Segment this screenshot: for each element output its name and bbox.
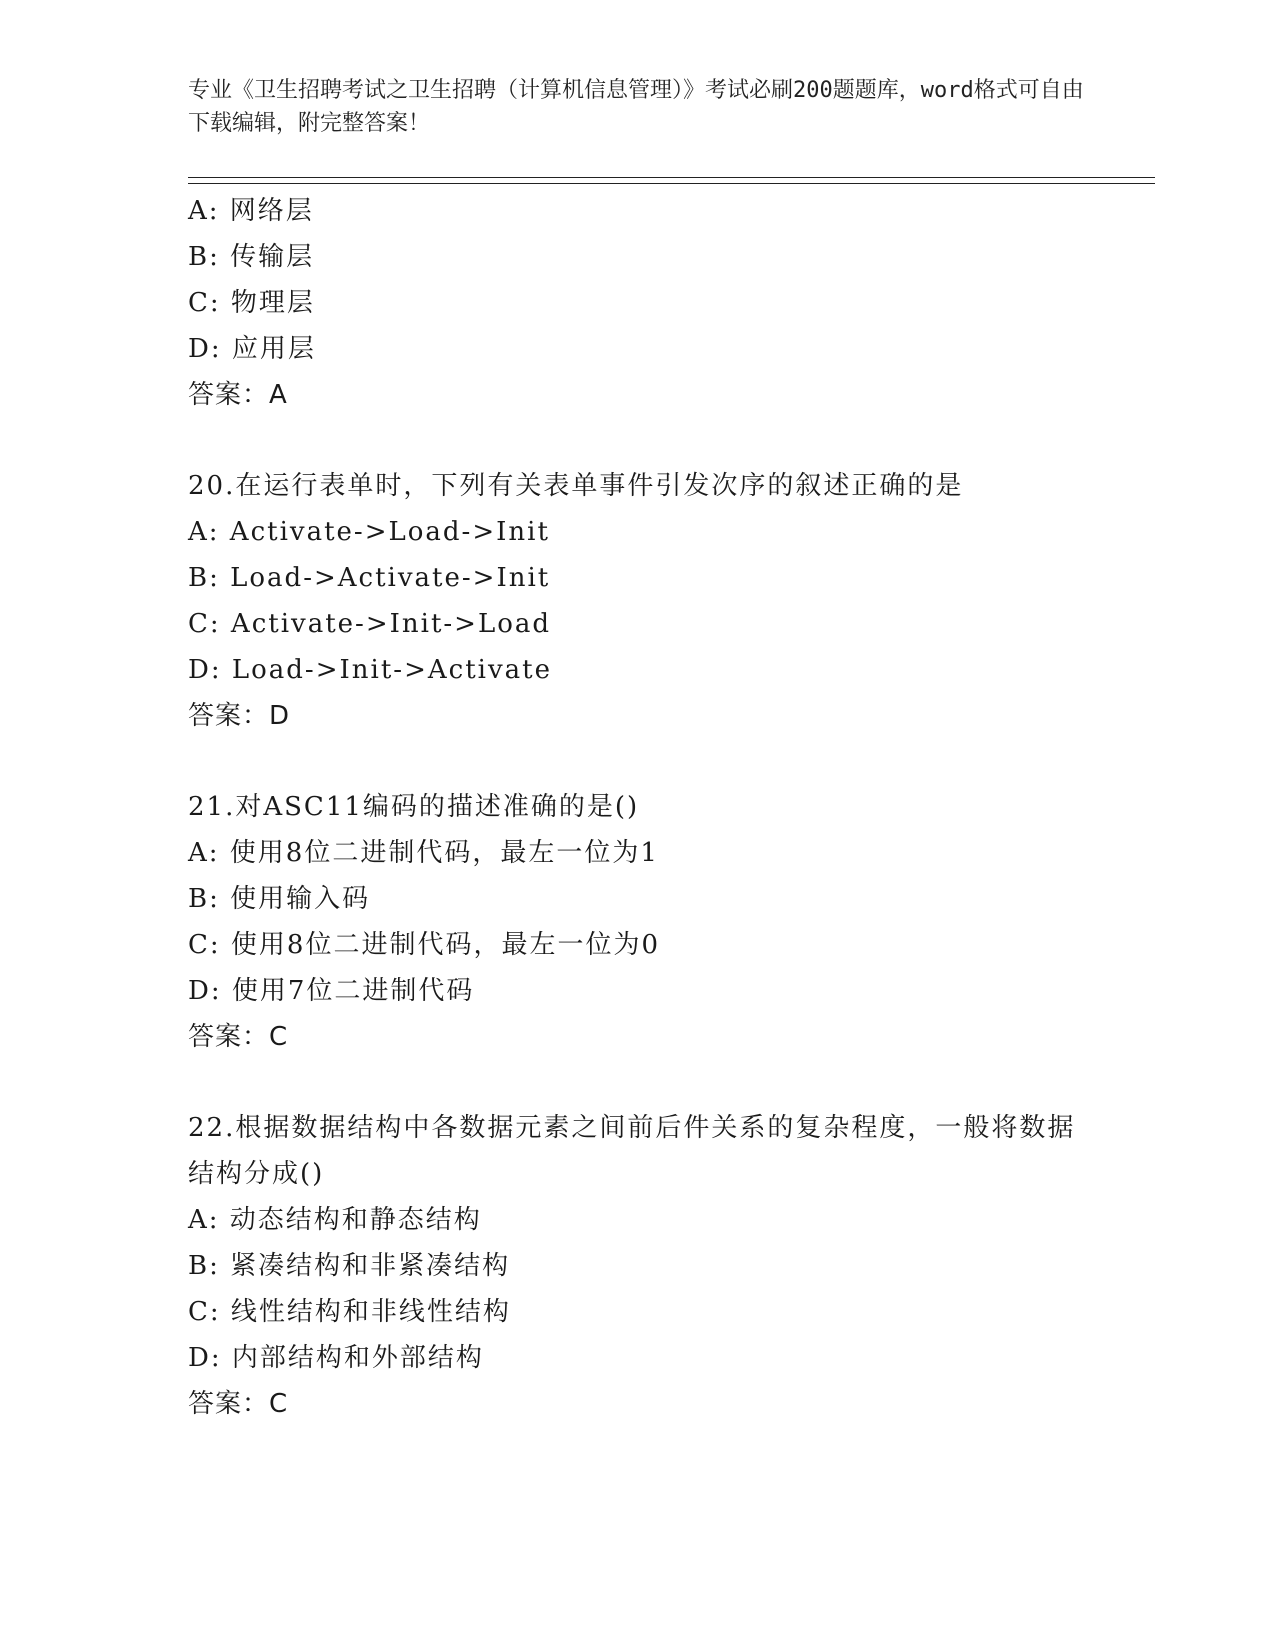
header-rule-top [188, 177, 1155, 178]
option-d: D: 内部结构和外部结构 [188, 1343, 484, 1373]
option-c: C: 线性结构和非线性结构 [188, 1297, 511, 1327]
spacer [188, 1060, 1148, 1105]
option-c: C: Activate->Init->Load [188, 609, 552, 639]
option-a: A: 网络层 [188, 196, 314, 226]
answer: 答案：C [188, 1022, 289, 1052]
option-b: B: 使用输入码 [188, 884, 371, 914]
header-rule-bottom [188, 183, 1155, 184]
spacer [188, 739, 1148, 784]
option-b: B: 传输层 [188, 242, 315, 272]
document-header: 专业《卫生招聘考试之卫生招聘（计算机信息管理）》考试必刷200题题库，word格式可自由下载编辑，附完整答案！ [188, 78, 1084, 136]
option-d: D: 使用7位二进制代码 [188, 976, 475, 1006]
question-19 [188, 188, 1148, 418]
option-b: B: 紧凑结构和非紧凑结构 [188, 1251, 511, 1281]
option-c: C: 物理层 [188, 288, 315, 318]
option-a: A: 动态结构和静态结构 [188, 1205, 482, 1235]
spacer [188, 418, 1148, 463]
question-20 [188, 463, 1148, 739]
question-22 [188, 1105, 1148, 1427]
question-list [188, 188, 1148, 1427]
answer: 答案：D [188, 701, 291, 731]
option-c: C: 使用8位二进制代码，最左一位为0 [188, 930, 661, 960]
option-a: A: Activate->Load->Init [188, 517, 550, 547]
question-text: 22.根据数据结构中各数据元素之间前后件关系的复杂程度，一般将数据结构分成() [188, 1113, 1076, 1189]
question-text: 21.对ASC11编码的描述准确的是() [188, 792, 640, 822]
question-21 [188, 784, 1148, 1060]
answer: 答案：A [188, 380, 288, 410]
question-text: 20.在运行表单时，下列有关表单事件引发次序的叙述正确的是 [188, 471, 964, 501]
option-b: B: Load->Activate->Init [188, 563, 551, 593]
option-d: D: 应用层 [188, 334, 316, 364]
option-d: D: Load->Init->Activate [188, 655, 552, 685]
option-a: A: 使用8位二进制代码，最左一位为1 [188, 838, 659, 868]
answer: 答案：C [188, 1389, 289, 1419]
